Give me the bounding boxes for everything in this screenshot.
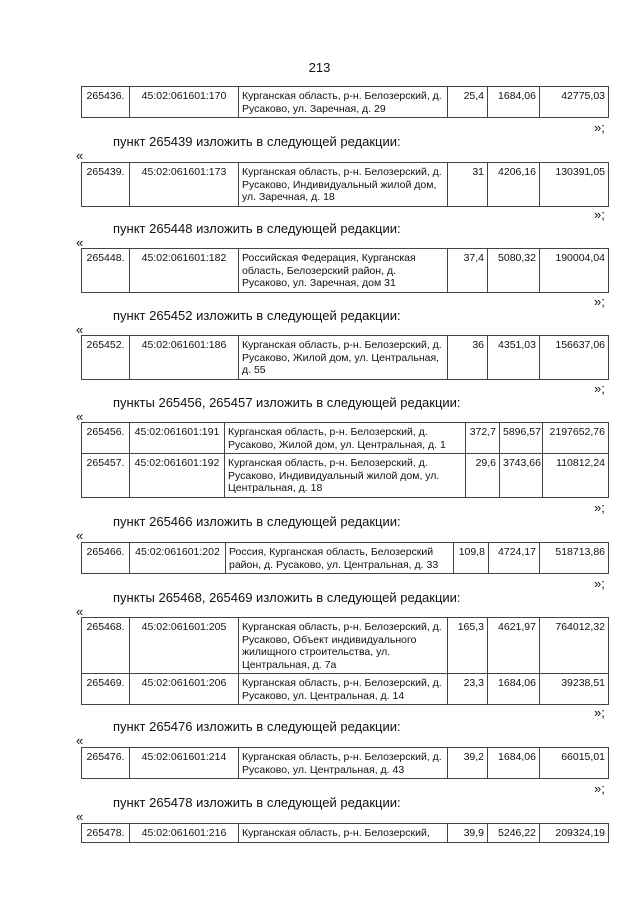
area: 39,2: [448, 748, 488, 779]
opening-quote: «: [76, 733, 84, 748]
table-row: [82, 249, 609, 293]
row-number: 265457.: [82, 454, 130, 498]
specific-value: 4206,16: [488, 163, 540, 207]
area: 29,6: [466, 454, 500, 498]
cadastral-number: 45:02:061601:192: [130, 454, 225, 498]
cadastral-value: 764012,32: [540, 618, 609, 674]
cadastral-value: 2197652,76: [543, 423, 609, 454]
specific-value: 4351,03: [488, 336, 540, 380]
closing-quote: »;: [594, 120, 605, 135]
specific-value: 4724,17: [489, 543, 540, 574]
amendment-instruction: пункты 265468, 265469 изложить в следующей редакции:: [113, 590, 461, 605]
cadastral-number: 45:02:061601:205: [130, 618, 239, 674]
specific-value: 4621,97: [488, 618, 540, 674]
specific-value: 5896,57: [500, 423, 543, 454]
cadastral-value: 39238,51: [540, 674, 609, 705]
closing-quote: »;: [594, 781, 605, 796]
row-number: 265468.: [82, 618, 130, 674]
cadastral-value: 110812,24: [543, 454, 609, 498]
row-number: 265469.: [82, 674, 130, 705]
table-row: [82, 543, 609, 574]
closing-quote: »;: [594, 207, 605, 222]
cadastral-value: 66015,01: [540, 748, 609, 779]
amendment-instruction: пункт 265476 изложить в следующей редакции:: [113, 719, 401, 734]
area: 165,3: [448, 618, 488, 674]
registry-table: [81, 422, 609, 498]
cadastral-number: 45:02:061601:182: [130, 249, 239, 293]
cadastral-value: 209324,19: [540, 824, 609, 843]
cadastral-number: 45:02:061601:173: [130, 163, 239, 207]
registry-table: [81, 617, 609, 705]
table-row: [82, 824, 609, 843]
registry-table: [81, 747, 609, 779]
table-row: [82, 454, 609, 498]
registry-table: [81, 86, 609, 118]
amendment-instruction: пункты 265456, 265457 изложить в следующей редакции:: [113, 395, 461, 410]
cadastral-number: 45:02:061601:214: [130, 748, 239, 779]
table-row: [82, 618, 609, 674]
specific-value: 1684,06: [488, 87, 540, 118]
cadastral-value: 156637,06: [540, 336, 609, 380]
amendment-instruction: пункт 265439 изложить в следующей редакции:: [113, 134, 401, 149]
area: 25,4: [448, 87, 488, 118]
page-number: 213: [308, 60, 331, 75]
address: Курганская область, р-н. Белозерский, д. Русаково, ул. Центральная, д. 14: [239, 674, 448, 705]
area: 36: [448, 336, 488, 380]
area: 37,4: [448, 249, 488, 293]
row-number: 265466.: [82, 543, 130, 574]
opening-quote: «: [76, 809, 84, 824]
specific-value: 1684,06: [488, 674, 540, 705]
row-number: 265439.: [82, 163, 130, 207]
area: 372,7: [466, 423, 500, 454]
area: 109,8: [454, 543, 489, 574]
amendment-instruction: пункт 265448 изложить в следующей редакции:: [113, 221, 401, 236]
address: Российская Федерация, Курганская область, Белозерский район, д. Русаково, ул. Заречная, дом 31: [239, 249, 448, 293]
specific-value: 1684,06: [488, 748, 540, 779]
table-row: [82, 748, 609, 779]
registry-table: [81, 248, 609, 293]
amendment-instruction: пункт 265466 изложить в следующей редакции:: [113, 514, 401, 529]
table-row: [82, 336, 609, 380]
cadastral-value: 518713,86: [540, 543, 609, 574]
cadastral-number: 45:02:061601:170: [130, 87, 239, 118]
cadastral-number: 45:02:061601:216: [130, 824, 239, 843]
closing-quote: »;: [594, 576, 605, 591]
cadastral-value: 42775,03: [540, 87, 609, 118]
specific-value: 5080,32: [488, 249, 540, 293]
registry-table: [81, 162, 609, 207]
table-row: [82, 87, 609, 118]
address: Курганская область, р-н. Белозерский, д. Русаково, Индивидуальный жилой дом, ул. Заречная, д. 18: [239, 163, 448, 207]
opening-quote: «: [76, 322, 84, 337]
row-number: 265456.: [82, 423, 130, 454]
registry-table: [81, 335, 609, 380]
table-row: [82, 423, 609, 454]
specific-value: 3743,66: [500, 454, 543, 498]
address: Курганская область, р-н. Белозерский, д. Русаково, ул. Центральная, д. 43: [239, 748, 448, 779]
specific-value: 5246,22: [488, 824, 540, 843]
address: Курганская область, р-н. Белозерский, д. Русаково, Индивидуальный жилой дом, ул. Центральная, д. 18: [225, 454, 466, 498]
row-number: 265476.: [82, 748, 130, 779]
amendment-instruction: пункт 265452 изложить в следующей редакции:: [113, 308, 401, 323]
cadastral-number: 45:02:061601:206: [130, 674, 239, 705]
area: 31: [448, 163, 488, 207]
cadastral-value: 130391,05: [540, 163, 609, 207]
area: 23,3: [448, 674, 488, 705]
address: Курганская область, р-н. Белозерский, д. Русаково, Объект индивидуального жилищного строительства, ул. Центральная, д. 7а: [239, 618, 448, 674]
cadastral-number: 45:02:061601:202: [130, 543, 226, 574]
opening-quote: «: [76, 604, 84, 619]
area: 39,9: [448, 824, 488, 843]
row-number: 265452.: [82, 336, 130, 380]
cadastral-number: 45:02:061601:191: [130, 423, 225, 454]
amendment-instruction: пункт 265478 изложить в следующей редакции:: [113, 795, 401, 810]
opening-quote: «: [76, 148, 84, 163]
address: Курганская область, р-н. Белозерский, д. Русаково, Жилой дом, ул. Центральная, д. 55: [239, 336, 448, 380]
closing-quote: »;: [594, 500, 605, 515]
opening-quote: «: [76, 528, 84, 543]
closing-quote: »;: [594, 294, 605, 309]
cadastral-value: 190004,04: [540, 249, 609, 293]
table-row: [82, 674, 609, 705]
registry-table: [81, 823, 609, 843]
row-number: 265436.: [82, 87, 130, 118]
row-number: 265478.: [82, 824, 130, 843]
opening-quote: «: [76, 235, 84, 250]
closing-quote: »;: [594, 705, 605, 720]
address: Россия, Курганская область, Белозерский район, д. Русаково, ул. Центральная, д. 33: [226, 543, 454, 574]
registry-table: [81, 542, 609, 574]
table-row: [82, 163, 609, 207]
address: Курганская область, р-н. Белозерский,: [239, 824, 448, 843]
cadastral-number: 45:02:061601:186: [130, 336, 239, 380]
row-number: 265448.: [82, 249, 130, 293]
opening-quote: «: [76, 409, 84, 424]
address: Курганская область, р-н. Белозерский, д. Русаково, ул. Заречная, д. 29: [239, 87, 448, 118]
closing-quote: »;: [594, 381, 605, 396]
address: Курганская область, р-н. Белозерский, д. Русаково, Жилой дом, ул. Центральная, д. 1: [225, 423, 466, 454]
